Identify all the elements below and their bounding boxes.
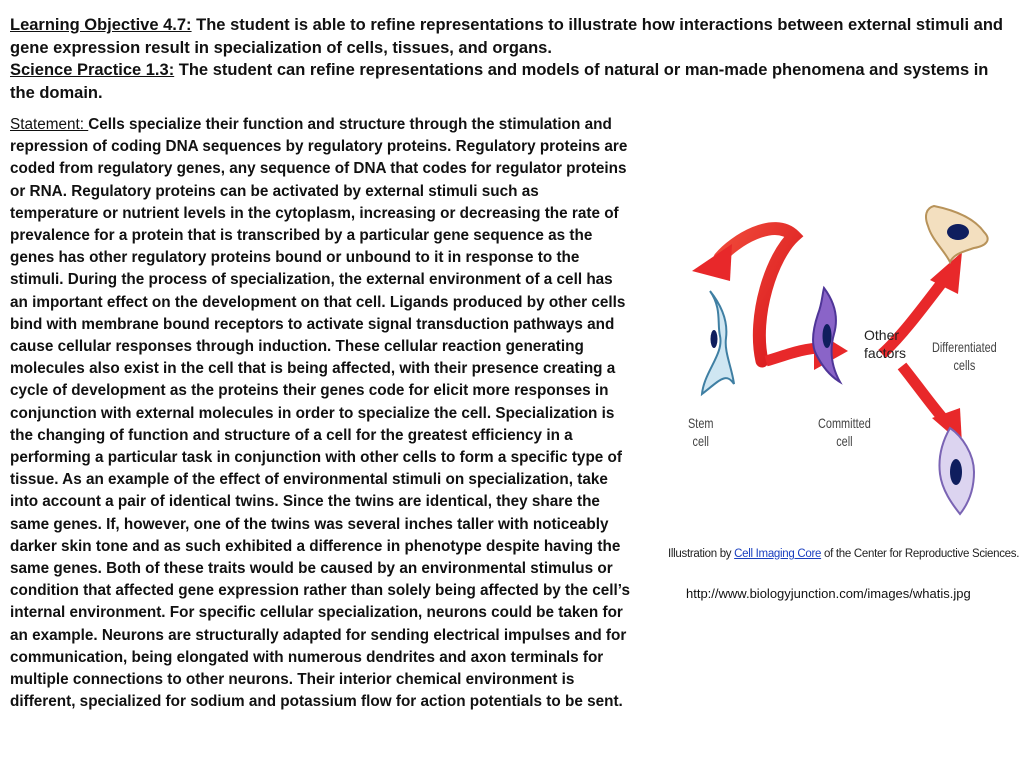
branch-to-bottom-arrow [902,366,946,422]
science-practice-label: Science Practice 1.3: [10,61,175,79]
caption-link[interactable]: Cell Imaging Core [734,548,822,560]
other-factors-line1: Other [864,327,900,343]
statement-label: Statement: [10,116,89,133]
self-renewal-arrowhead [692,244,732,281]
differentiated-cell-bottom [939,428,974,514]
header-objectives [10,14,1010,104]
committed-label-line2: cell [836,433,853,449]
science-practice-text: The student can refine representations and models of natural or man-made phenomena and systems in the domain. [10,61,989,102]
learning-objective-label: Learning Objective 4.7: [10,16,192,34]
stem-label-line1: Stem [688,415,714,431]
statement-text: Cells specialize their function and structure through the stimulation and repression of coding DNA sequences by regulatory proteins. Regulatory proteins are coded from regulatory genes, any sequence of DNA that codes for regulator proteins or RNA. Regulatory proteins can be activated by external stimuli such as temperature or nutrient levels in the cytoplasm, increasing or decreasing the rate of prevalence for a protein that is transcribed by a particular gene sequence as the genes has other regulatory proteins bound or unbound to it in response to the stimuli. During the process of specialization, the external environment of a cell has an important effect on the development on that cell. Ligands produced by other cells bind with membrane bound receptors to activate signal transduction pathways and cause cellular responses through induction. These cellular reaction generating molecules also exist in the cell that is being affected, with their presence creating a cycle of development as the proteins their genes code for elicit more responses in conjunction with external molecules in order to specialize the cell. Specialization is the changing of function and structure of a cell for the greatest efficiency in a performing a particular task in conjunction with other cells to form a specific type of tissue. As an example of the effect of environmental stimuli on specialization, take into account a pair of identical twins. Since the twins are identical, they share the same genes. If, however, one of the twins was several inches taller with noticeably darker skin tone and as such exhibited a difference in phenotype despite having the same genes. Both of these traits would be caused by an environmental stimulus or condition that affected gene expression rather than solely being affected by the cell’s internal environment. For specific cellular specialization, neurons could be taken for an example. Neurons are structurally adapted for sending electrical impulses and for communication, being elongated with numerous dendrites and axon terminals for multiple connections to other neurons. Their interior chemical environment is different, specialized for sodium and potassium flow for action potentials to be sent. [10,116,630,711]
other-factors-line2: factors [864,345,907,361]
caption-suffix: of the Center for Reproductive Sciences. [821,548,1020,560]
learning-objective-text: The student is able to refine representations to illustrate how interactions between external stimuli and gene expression result in specialization of cells, tissues, and organs. [10,16,1003,57]
cell-differentiation-figure [662,196,1022,568]
caption-prefix: Illustration by [668,548,735,560]
stem-cell [702,291,734,394]
differentiated-cell-top [926,206,988,262]
source-url: http://www.biologyjunction.com/images/whatis.jpg [686,586,971,601]
committed-cell-label [818,414,871,450]
differentiated-bottom-nucleus [950,459,962,485]
stem-label-line2: cell [692,433,709,449]
stem-cell-nucleus [711,330,718,348]
differentiation-diagram [662,196,1022,568]
figure-caption [668,548,1024,560]
committed-label-line1: Committed [818,415,871,431]
other-factors-label [864,326,906,362]
differentiated-label-line1: Differentiated [932,339,997,355]
differentiated-label-line2: cells [953,357,976,373]
differentiated-cells-label [932,338,997,374]
statement-paragraph [10,114,630,713]
stem-cell-label [688,414,713,450]
differentiated-top-nucleus [947,224,969,240]
committed-cell-nucleus [823,324,832,348]
